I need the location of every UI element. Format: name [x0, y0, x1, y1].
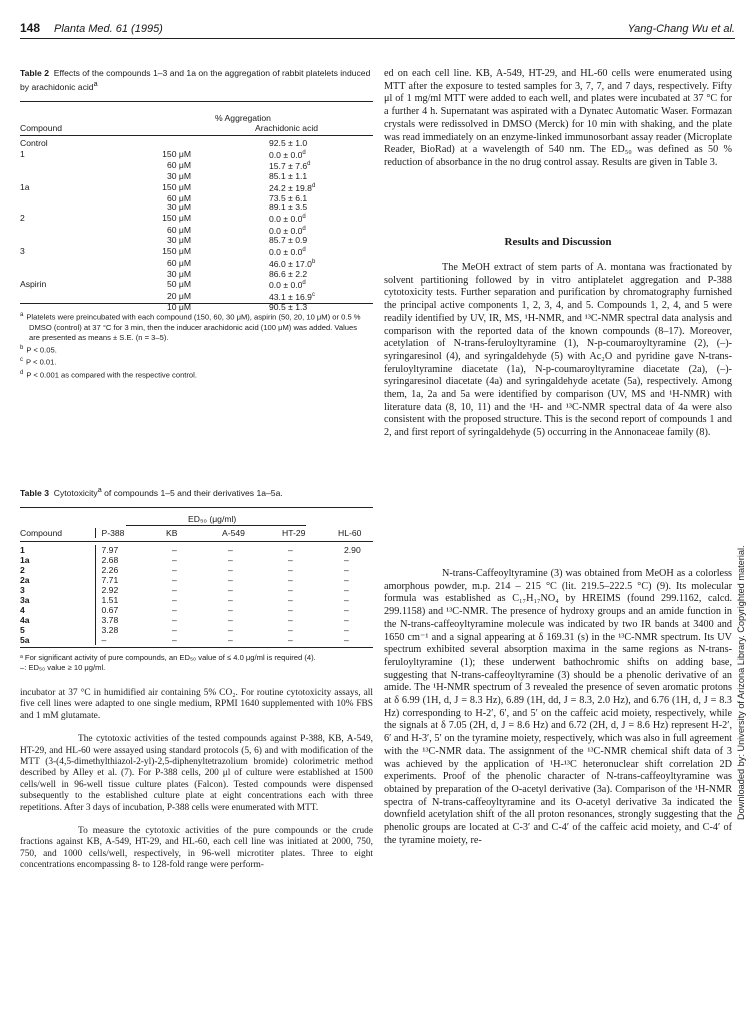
table3-footnotes: [20, 653, 365, 673]
table3-compound-cell: 4: [20, 605, 25, 615]
table2-concentration-cell: 30 μM: [166, 268, 191, 279]
table2-row: [20, 149, 373, 161]
table3-column-header: Compound: [20, 528, 63, 538]
table3-value-cell: 3.78: [95, 615, 160, 625]
table2-footnote: $^c$ P < 0.01.: [20, 357, 57, 367]
table3-compound-cell: 1a: [20, 555, 30, 565]
table3-value-cell: 2.90: [344, 545, 361, 555]
table2-value-cell: 92.5 ± 1.0: [269, 138, 308, 148]
table3-value-cell: –: [288, 595, 293, 605]
table3-value-cell: –: [288, 585, 293, 595]
table3-group-head: ED₅₀ (μg/ml): [188, 514, 237, 524]
table2-row: [20, 160, 373, 172]
table3-value-cell: –: [344, 625, 349, 635]
table3-value-cell: –: [228, 565, 233, 575]
table2-footnotes: [20, 310, 365, 380]
table3-row: [20, 605, 373, 615]
table3-compound-cell: 1: [20, 545, 25, 555]
table2-footnote: $^d$ P < 0.001 as compared with the respective control.: [20, 369, 197, 380]
table3-value-cell: –: [344, 615, 349, 625]
table3-row: [20, 615, 373, 625]
table3-row: [20, 585, 373, 595]
table3-row: [20, 545, 373, 555]
table3-value-cell: –: [228, 545, 233, 555]
table2-value-cell: 73.5 ± 6.1: [269, 192, 308, 203]
table3-value-cell: –: [172, 545, 177, 555]
table3-column-header: HT-29: [282, 528, 306, 538]
table3-compound-cell: 3: [20, 585, 25, 595]
table2-compound-cell: [20, 291, 105, 303]
results-paragraph-1: The MeOH extract of stem parts of A. montana was fractionated by solvent partitioning followed by in vitro antiplatelet aggregation and P-388 cytotoxicity tests. Further separation and purification by chromatography furnished the principal active components 1, 2, 3, 4, and 5. Compounds 1, 2, 4, and 5 were readily identified by UV, IR, MS, ¹H-NMR, and ¹³C-NMR spectral data analysis and comparison with the reported data of the known compounds (8–17). Moreover, acetylation of N-trans-feruloyltyramine (1), N-p-coumaroyltyramine (2), (–)-syringaresinol (4), and syringaldehyde (5) with Ac₂O and pyridine gave N-trans-feruloyltyramine diacetate (1a), N-p-coumaroyltyramine diacetate (2a), (–)-syringaresinol diacetate (4a) and syringaldehyde acetate (5a), respectively. Among them, 1a, 2a and 5a were identified by comparison (UV, MS and ¹H-NMR) with literature data (8, 10, 11) and the ¹H- and ¹³C-NMR spectral data of 4a were also consistent with the proposed structure. This is the second report of compounds 1 and 2, and first report of syringaldehyde (5) occurring in the Annonaceae family (8).: [384, 262, 732, 439]
table2-compound-cell: [20, 270, 105, 280]
table3-head: [20, 528, 373, 538]
table3-value-cell: 2.68: [95, 555, 160, 565]
table3-value-cell: –: [288, 545, 293, 555]
table2-row: [20, 139, 373, 149]
table2-concentration-cell: 30 μM: [166, 235, 191, 246]
table3-row: [20, 575, 373, 585]
table3-value-cell: –: [228, 635, 233, 645]
table3-value-cell: –: [228, 555, 233, 565]
table3-row: [20, 555, 373, 565]
table2-row: [20, 225, 373, 237]
table2-row: [20, 194, 373, 204]
right-top-paragraph: ed on each cell line. KB, A-549, HT-29, and HL-60 cells were enumerated using MTT after the exposure to tested samples for 3, 7, 7, and 7 days, respectively. Fifty μl of 1 mg/ml MTT were added to each well, and plates were incubated at 37 °C for a further 4 h. Supernatant was aspirated with a Dynatec Automatic Waser. Formazan crystals were redissolved in DMSO (Merck) for 10 min with shaking, and the plate was read immediately on an enzyme-linked immunosorbant assay reader (Microplate Reader, BioRad) at a wavelength of 540 nm. The ED₅₀ was defined as 50 % reduction of absorbance in the no drug control assay. Results are given in Table 3.: [384, 68, 732, 168]
table3-compound-cell: 2a: [20, 575, 30, 585]
table3-compound-cell: 5: [20, 625, 25, 635]
table3-value-cell: –: [288, 635, 293, 645]
table3-value-cell: 2.26: [95, 565, 160, 575]
table2-caption-text: Effects of the compounds 1–3 and 1a on the aggregation of rabbit platelets induced by arachidonic acid: [20, 68, 371, 92]
table2-concentration-cell: 150 μM: [162, 181, 191, 192]
table2-value-cell: 46.0 ± 17.0$^b$: [269, 258, 316, 269]
table2-head-column: Arachidonic acid: [255, 123, 319, 133]
left-paragraph-1: incubator at 37 °C in humidified air containing 5% CO₂. For routine cytotoxicity assays, all five cell lines were adapted to one single medium, RPMI 1640 supplemented with 10% FBS and 1 mM glutamate.: [20, 688, 373, 721]
table3-value-cell: 0.67: [95, 605, 160, 615]
table3-caption: Table 3 Cytotoxicity$^a$ of compounds 1–5 and their derivatives 1a–5a.: [20, 486, 283, 498]
table3-value-cell: –: [228, 615, 233, 625]
table2-compound-cell: [20, 203, 105, 213]
table3-value-cell: 7.71: [95, 575, 160, 585]
table2-value-cell: 0.0 ± 0.0$^d$: [269, 247, 306, 258]
table3-value-cell: –: [344, 575, 349, 585]
table2-row: [20, 236, 373, 246]
running-header: [20, 20, 735, 39]
table3-value-cell: –: [172, 605, 177, 615]
table2-value-cell: 43.1 ± 16.9$^c$: [269, 291, 315, 302]
table2-concentration-cell: 20 μM: [166, 290, 191, 301]
table2-value-cell: 15.7 ± 7.6$^d$: [269, 161, 311, 172]
table3-label: Table 3: [20, 487, 49, 498]
table2-compound-cell: [20, 236, 105, 246]
left-body-text: [20, 688, 373, 872]
table3-value-cell: 7.97: [95, 545, 160, 555]
table2-compound-cell: [20, 258, 105, 270]
table2-compound-cell: 3: [20, 246, 25, 257]
table3-column-header: P-388: [95, 528, 160, 538]
table2-label: Table 2: [20, 68, 49, 78]
table2-compound-cell: [20, 172, 105, 182]
table3-row: [20, 595, 373, 605]
table3-column-header: A-549: [222, 528, 245, 538]
table3-value-cell: –: [172, 615, 177, 625]
table3-compound-cell: 4a: [20, 615, 30, 625]
table2-row: [20, 172, 373, 182]
table3-value-cell: –: [228, 575, 233, 585]
table2-compound-cell: 2: [20, 213, 25, 224]
table3-value-cell: –: [344, 565, 349, 575]
table2-compound-cell: [20, 160, 105, 172]
table2-row: [20, 258, 373, 270]
journal-citation: Planta Med. 61 (1995): [54, 23, 163, 35]
table2-concentration-cell: 60 μM: [166, 257, 191, 268]
table3-row: [20, 635, 373, 645]
table2-value-cell: 0.0 ± 0.0$^d$: [269, 214, 306, 225]
table3-compound-cell: 3a: [20, 595, 30, 605]
download-notice: Downloaded by: University of Arizona Library. Copyrighted material.: [736, 545, 746, 820]
table2-footnote: $^a$ Platelets were preincubated with each compound (150, 60, 30 μM), aspirin (50, 20, 10 μM) or 0.5 % DMSO (control) at 37 °C for 3 min, then the inducer arachidonic acid (100 μM) was added. Values are presented as means ± S.E. (n = 3–5).: [20, 312, 361, 342]
table2-compound-cell: [20, 225, 105, 237]
table2-value-cell: 0.0 ± 0.0$^d$: [269, 280, 306, 291]
table2-value-cell: 86.6 ± 2.2: [269, 268, 308, 279]
table3-value-cell: –: [344, 555, 349, 565]
article-authors: Yang-Chang Wu et al.: [627, 23, 735, 35]
table2-concentration-cell: 30 μM: [166, 202, 191, 213]
table3-value-cell: 3.28: [95, 625, 160, 635]
table2-body: [20, 139, 373, 312]
page-number: 148: [20, 21, 41, 35]
table2-concentration-cell: 150 μM: [162, 213, 191, 224]
table2-value-cell: 0.0 ± 0.0$^d$: [269, 225, 306, 236]
section-title: Results and Discussion: [504, 236, 612, 248]
table2-value-cell: 85.1 ± 1.1: [269, 171, 308, 182]
table2-row: [20, 270, 373, 280]
table2-concentration-cell: 60 μM: [166, 224, 191, 235]
table3-value-cell: –: [172, 575, 177, 585]
table3-value-cell: –: [172, 585, 177, 595]
table3-value-cell: –: [288, 565, 293, 575]
table2-concentration-cell: 30 μM: [166, 171, 191, 182]
table2-row: [20, 246, 373, 258]
table3-value-cell: –: [288, 575, 293, 585]
table3-value-cell: –: [172, 635, 177, 645]
table2-row: [20, 182, 373, 194]
table3-value-cell: –: [344, 635, 349, 645]
table3-compound-cell: 2: [20, 565, 25, 575]
table3-value-cell: –: [288, 555, 293, 565]
table2-row: [20, 213, 373, 225]
table2-concentration-cell: 50 μM: [166, 279, 191, 290]
left-paragraph-2: The cytotoxic activities of the tested compounds against P-388, KB, A-549, HT-29, and HL-60 were assayed using standard protocols (5, 6) and with modification of the MTT (3-(4,5-dimethylthiazol-2-yl)-2,5-diphenyltetrazolium bromide) colorimetric method described by Alley et al. (7). For P-388 cells, 200 μl of culture were established at 1500 cells/well in 96-well tissue culture plates (Falcon). Tested compounds were dispensed subsequently to the established culture plate at eight concentrations each with three repetitions. After 3 days of incubation, P-388 cells were enumerated with MTT.: [20, 734, 373, 813]
table3-value-cell: –: [344, 605, 349, 615]
left-paragraph-3: To measure the cytotoxic activities of the pure compounds or the crude fractions against KB, A-549, HT-29, and HL-60, each cell line was initiated at 2000, 750, 750, and 1000 cells/well, respectively, in 96-well microtiter plates. Three to eight concentrations encompassing 8- to 128-fold range were perform-: [20, 826, 373, 871]
table2-value-cell: 24.2 ± 19.8$^d$: [269, 182, 316, 193]
table2-value-cell: 85.7 ± 0.9: [269, 235, 308, 246]
table2-caption: Table 2 Effects of the compounds 1–3 and 1a on the aggregation of rabbit platelets induced by arachidonic acid$^a$: [20, 68, 371, 92]
table3-row: [20, 625, 373, 635]
table2-compound-cell: 1: [20, 148, 25, 159]
table3-body: [20, 545, 373, 645]
table3-row: [20, 565, 373, 575]
table2-concentration-cell: 60 μM: [166, 192, 191, 203]
table3-column-header: HL-60: [338, 528, 362, 538]
results-paragraph-2: N-trans-Caffeoyltyramine (3) was obtained from MeOH as a colorless amorphous powder, m.p. 214 – 215 °C (lit. 219.5–222.5 °C) (9). Its molecular formula was established as C₁₇H₁₇NO₄ by HREIMS (found 299.1162, calcd. 299.1158) and ¹³C-NMR. The presence of hydroxy groups and an amide function in the N-trans-caffeoyltyramine molecule was indicated by two IR bands at 3400 and 1650 cm⁻¹ and a signal appearing at δ 169.31 (s) in the ¹³C-NMR spectrum. Its UV spectrum exhibited several absorption maxima in the same regions as N-trans-feruloyltyramine (1); these underwent bathochromic shifts on adding base, suggesting that N-trans-caffeoyltyramine (3) should be a phenolic derivative of an amide. The ¹H-NMR spectrum of 3 revealed the presence of seven aromatic protons at δ 6.99 (1H, d, J = 8.3 Hz), 6.89 (1H, dd, J = 8.3, 2.0 Hz), and 6.76 (1H, d, J = 8.3 Hz) corresponding to H-2′, 6′, and 5′ on the caffeic acid moiety, respectively, while the signals at δ 7.05 (2H, d, J = 8.6 Hz) and 6.72 (2H, d, J = 8.6 Hz) represent H-2′, 6′ and H-3′, 5′ on the tyramine moiety, respectively, which was also in full agreement with the ¹³C-NMR data. The assignment of the ¹³C-NMR chemical shift data of 3 was achieved by the application of ¹H-¹³C heteronuclear shift correlation 2D experiments. Proof of the phenolic character of N-trans-caffeoyltyramine was obtained by preparation of the O-acetyl derivative (3a). Comparison of the ¹H-NMR spectra of N-trans-caffeoyltyramine and its O-acetyl derivative 3a indicated the downfield acetylation shift of the all proton resonances, strongly suggesting that the phenolic groups are located at C-3′ and C-4′ of the caffeic acid moiety, and C-4′ of the tyramine moiety, re-: [384, 568, 732, 846]
table2-compound-cell: Control: [20, 138, 48, 148]
table2-concentration-cell: 10 μM: [166, 301, 191, 312]
table3-value-cell: –: [344, 585, 349, 595]
table2-value-cell: 89.1 ± 3.5: [269, 202, 308, 213]
table3-value-cell: –: [172, 555, 177, 565]
table2-concentration-cell: 150 μM: [162, 246, 191, 257]
table2-row: [20, 279, 373, 291]
table3-value-cell: –: [344, 595, 349, 605]
table3-value-cell: –: [288, 605, 293, 615]
table3-value-cell: –: [288, 625, 293, 635]
table3-value-cell: –: [228, 625, 233, 635]
table3-value-cell: –: [228, 605, 233, 615]
table3-value-cell: –: [172, 565, 177, 575]
table3-column-header: KB: [166, 528, 178, 538]
table2-row: [20, 203, 373, 213]
table3-value-cell: –: [288, 615, 293, 625]
table2-concentration-cell: 60 μM: [166, 160, 191, 171]
table3-compound-cell: 5a: [20, 635, 30, 645]
table2-row: [20, 291, 373, 303]
table2-compound-cell: 1a: [20, 181, 30, 192]
table3-value-cell: 2.92: [95, 585, 160, 595]
table2-compound-cell: Aspirin: [20, 279, 47, 290]
table2-value-cell: 90.5 ± 1.3: [269, 301, 308, 312]
table2-compound-cell: [20, 194, 105, 204]
table3-footnote: –: ED₅₀ value ≥ 10 μg/ml.: [20, 663, 106, 672]
table2-concentration-cell: 150 μM: [162, 148, 191, 159]
table3-value-cell: –: [172, 625, 177, 635]
table3-value-cell: 1.51: [95, 595, 160, 605]
table2-value-cell: 0.0 ± 0.0$^d$: [269, 149, 306, 160]
table3-value-cell: –: [228, 585, 233, 595]
table2-group-head: % Aggregation: [215, 113, 271, 123]
table3-value-cell: –: [95, 635, 160, 645]
table3-footnote: ᵃ For significant activity of pure compounds, an ED₅₀ value of ≤ 4.0 μg/ml is required (4).: [20, 653, 316, 662]
table2-head-compound: Compound: [20, 123, 63, 133]
table3-value-cell: –: [172, 595, 177, 605]
table2-footnote: $^b$ P < 0.05.: [20, 344, 57, 355]
table3-value-cell: –: [228, 595, 233, 605]
table2-concentration-cell: [105, 139, 197, 149]
